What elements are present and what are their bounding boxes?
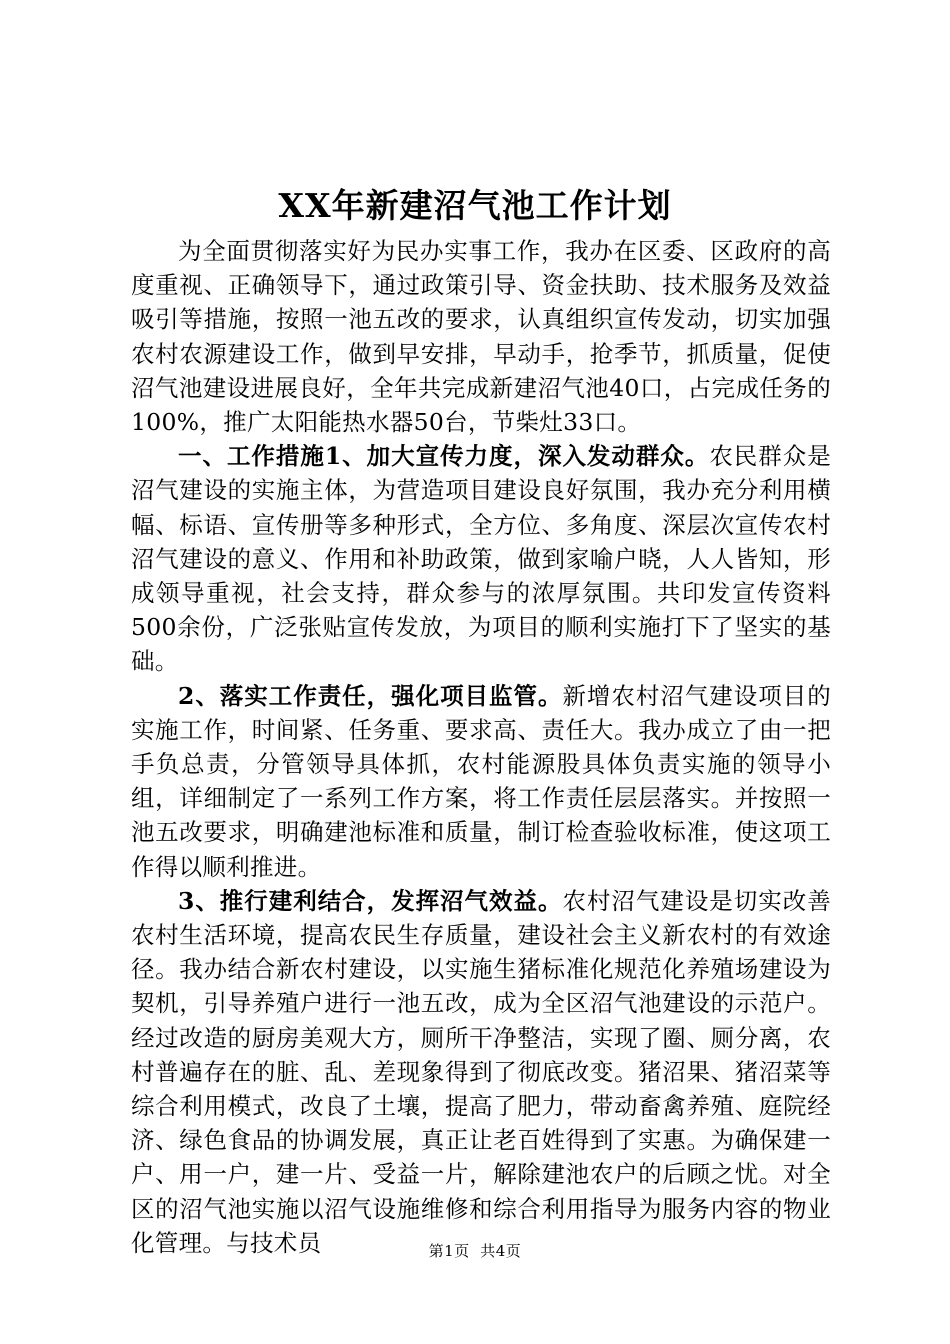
- page-footer: [0, 1240, 950, 1262]
- paragraph-lead: 2、落实工作责任，强化项目监管。: [178, 681, 563, 710]
- document-title: XX年新建沼气池工作计划: [278, 186, 672, 225]
- document-body: [131, 234, 831, 1260]
- paragraph-text: 新增农村沼气建设项目的实施工作，时间紧、任务重、要求高、责任大。我办成立了由一把手负总责，分管领导具体抓，农村能源股具体负责实施的领导小组，详细制定了一系列工作方案，将工作责任层层落实。并按照一池五改要求，明确建池标准和质量，制订检查验收标准，使这项工作得以顺利推进。: [131, 681, 831, 881]
- paragraph-text: 农村沼气建设是切实改善农村生活环境，提高农民生存质量，建设社会主义新农村的有效途径。我办结合新农村建设，以实施生猪标准化规范化养殖场建设为契机，引导养殖户进行一池五改，成为全区沼气池建设的示范户。经过改造的厨房美观大方，厕所干净整洁，实现了圈、厕分离，农村普遍存在的脏、乱、差现象得到了彻底改变。猪沼果、猪沼菜等综合利用模式，改良了土壤，提高了肥力，带动畜禽养殖、庭院经济、绿色食品的协调发展，真正让老百姓得到了实惠。为确保建一户、用一户，建一片、受益一片，解除建池农户的后顾之忧。对全区的沼气池实施以沼气设施维修和综合利用指导为服务内容的物业化管理。与技术员: [131, 886, 831, 1257]
- paragraph-measure-3: [131, 884, 831, 1260]
- paragraph-intro: [131, 234, 831, 439]
- paragraph-text: 为全面贯彻落实好为民办实事工作，我办在区委、区政府的高度重视、正确领导下，通过政策引导、资金扶助、技术服务及效益吸引等措施，按照一池五改的要求，认真组织宣传发动，切实加强农村农源建设工作，做到早安排，早动手，抢季节，抓质量，促使沼气池建设进展良好，全年共完成新建沼气池40口，占完成任务的100%，推广太阳能热水器50台，节柴灶33口。: [131, 237, 831, 437]
- paragraph-measure-2: [131, 679, 831, 884]
- page-number: 第1页: [428, 1242, 470, 1260]
- paragraph-text: 农民群众是沼气建设的实施主体，为营造项目建设良好氛围，我办充分利用横幅、标语、宣传册等多种形式，全方位、多角度、深层次宣传农村沼气建设的意义、作用和补助政策，做到家喻户晓，人人皆知，形成领导重视，社会支持，群众参与的浓厚氛围。共印发宣传资料500余份，广泛张贴宣传发放，为项目的顺利实施打下了坚实的基础。: [131, 442, 832, 676]
- paragraph-lead: 一、工作措施1、加大宣传力度，深入发动群众。: [178, 442, 710, 471]
- page-total: 共4页: [480, 1242, 522, 1260]
- paragraph-lead: 3、推行建利结合，发挥沼气效益。: [178, 886, 563, 915]
- paragraph-measure-1: [131, 439, 831, 678]
